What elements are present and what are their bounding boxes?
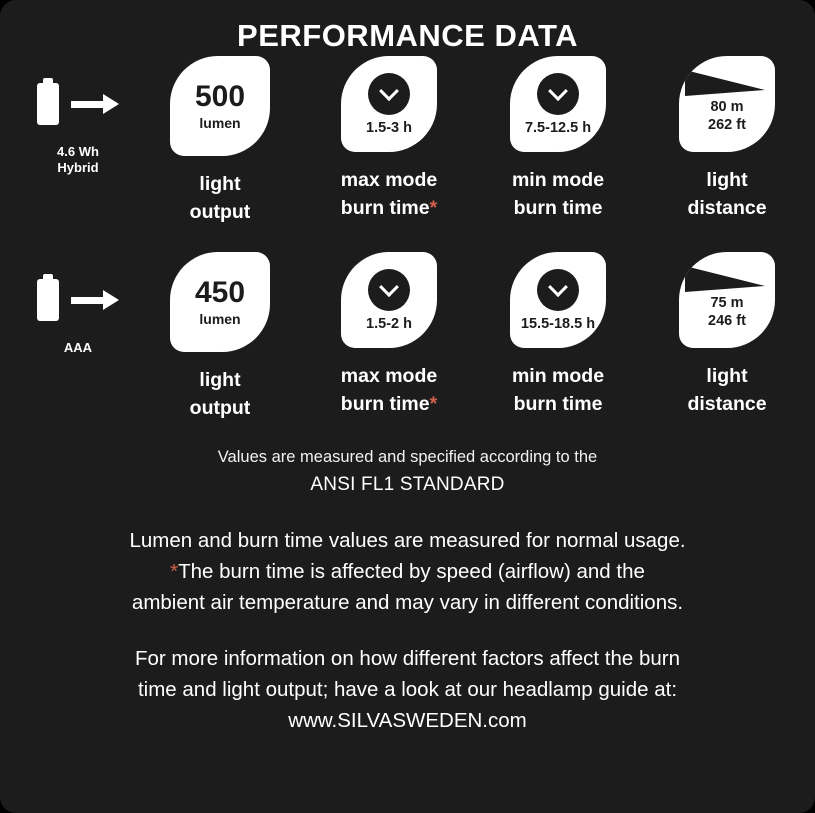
asterisk-marker: * — [429, 197, 438, 220]
distance-meters: 80 m — [710, 99, 744, 116]
note-paragraph-3-line2: time and light output; have a look at our headlamp guide at: — [137, 678, 678, 701]
light-distance-values — [708, 99, 746, 134]
battery-label — [18, 144, 138, 177]
metric-label-line1: light — [199, 173, 241, 195]
battery-graphic — [18, 68, 138, 140]
data-row — [0, 252, 815, 442]
distance-feet: 262 ft — [708, 117, 746, 133]
min-burn-time-badge — [510, 56, 606, 152]
metric-min-mode-burn-time — [478, 56, 638, 227]
distance-feet: 246 ft — [708, 313, 746, 329]
notes-block — [0, 526, 815, 737]
metric-label-line2: burn time — [513, 197, 603, 220]
metric-light-distance — [647, 56, 807, 227]
metric-min-mode-burn-time — [478, 252, 638, 423]
lumen-value: 450 — [194, 275, 246, 309]
battery-block — [18, 264, 138, 356]
metric-label-line2: output — [189, 397, 251, 420]
light-distance-values — [708, 295, 746, 330]
metric-label-line2: output — [189, 201, 251, 224]
note-paragraph-1: Lumen and burn time values are measured for normal usage. — [129, 529, 686, 552]
battery-label-line1: 4.6 Wh — [57, 144, 99, 159]
max-burn-time-value: 1.5-2 h — [366, 315, 412, 332]
metrics-list — [140, 56, 807, 227]
lumen-unit: lumen — [199, 310, 241, 327]
battery-block — [18, 68, 138, 177]
metric-label-line2: burn time* — [340, 393, 438, 416]
battery-icon — [37, 83, 59, 125]
min-burn-time-value: 7.5-12.5 h — [524, 119, 592, 136]
dial-chevron-down-icon — [368, 269, 410, 311]
asterisk-marker: * — [170, 559, 179, 583]
note-paragraph-2 — [24, 557, 791, 619]
metric-label — [647, 166, 807, 223]
page-title: PERFORMANCE DATA — [237, 18, 578, 53]
metrics-list — [140, 252, 807, 423]
metric-label-line1: max mode — [340, 365, 438, 387]
metric-light-distance — [647, 252, 807, 423]
metric-label-line1: light — [706, 365, 748, 387]
light-output-badge — [170, 56, 270, 156]
metric-label — [140, 366, 300, 423]
metric-label-line1: light — [706, 169, 748, 191]
min-burn-time-badge — [510, 252, 606, 348]
metric-label — [478, 362, 638, 419]
metric-label-line2: distance — [687, 393, 767, 416]
battery-icon — [37, 279, 59, 321]
metric-label-line1: max mode — [340, 169, 438, 191]
metric-label — [309, 166, 469, 223]
note-paragraph-3-line1: For more information on how different factors affect the burn — [134, 647, 681, 671]
note-paragraph-2-line2: ambient air temperature and may vary in different conditions. — [131, 590, 684, 614]
website-url[interactable]: www.SILVASWEDEN.com — [288, 708, 527, 732]
metric-label — [309, 362, 469, 419]
battery-label — [18, 340, 138, 356]
light-distance-badge — [679, 56, 775, 152]
light-output-badge — [170, 252, 270, 352]
asterisk-marker: * — [429, 393, 438, 416]
metric-label-line1: min mode — [511, 169, 605, 191]
light-distance-badge — [679, 252, 775, 348]
metric-label-line2: burn time — [513, 393, 603, 416]
max-burn-time-badge — [341, 252, 437, 348]
dial-chevron-down-icon — [537, 269, 579, 311]
note-paragraph-2-line1: The burn time is affected by speed (airflow) and the — [178, 559, 645, 583]
max-burn-time-badge — [341, 56, 437, 152]
metric-label — [140, 170, 300, 227]
metric-max-mode-burn-time — [309, 56, 469, 227]
min-burn-time-value: 15.5-18.5 h — [520, 315, 596, 332]
standard-name: ANSI FL1 STANDARD — [310, 474, 505, 495]
data-row — [0, 56, 815, 246]
metric-light-output — [140, 252, 300, 423]
note-paragraph-3 — [24, 644, 791, 706]
standard-block — [0, 448, 815, 496]
metric-label — [478, 166, 638, 223]
metric-light-output — [140, 56, 300, 227]
max-burn-time-value: 1.5-3 h — [366, 119, 412, 136]
battery-label-line2: Hybrid — [57, 160, 99, 176]
metric-max-mode-burn-time — [309, 252, 469, 423]
metric-label-line2: burn time* — [340, 197, 438, 220]
metric-label-line1: light — [199, 369, 241, 391]
distance-meters: 75 m — [710, 295, 744, 312]
lumen-value: 500 — [194, 79, 246, 113]
battery-label-line1: AAA — [63, 340, 93, 355]
metric-label — [647, 362, 807, 419]
battery-graphic — [18, 264, 138, 336]
arrow-right-icon — [71, 99, 119, 109]
standard-description: Values are measured and specified according to the — [217, 448, 598, 466]
arrow-right-icon — [71, 295, 119, 305]
dial-chevron-down-icon — [537, 73, 579, 115]
lumen-unit: lumen — [199, 114, 241, 131]
dial-chevron-down-icon — [368, 73, 410, 115]
metric-label-line2: distance — [687, 197, 767, 220]
metric-label-line1: min mode — [511, 365, 605, 387]
